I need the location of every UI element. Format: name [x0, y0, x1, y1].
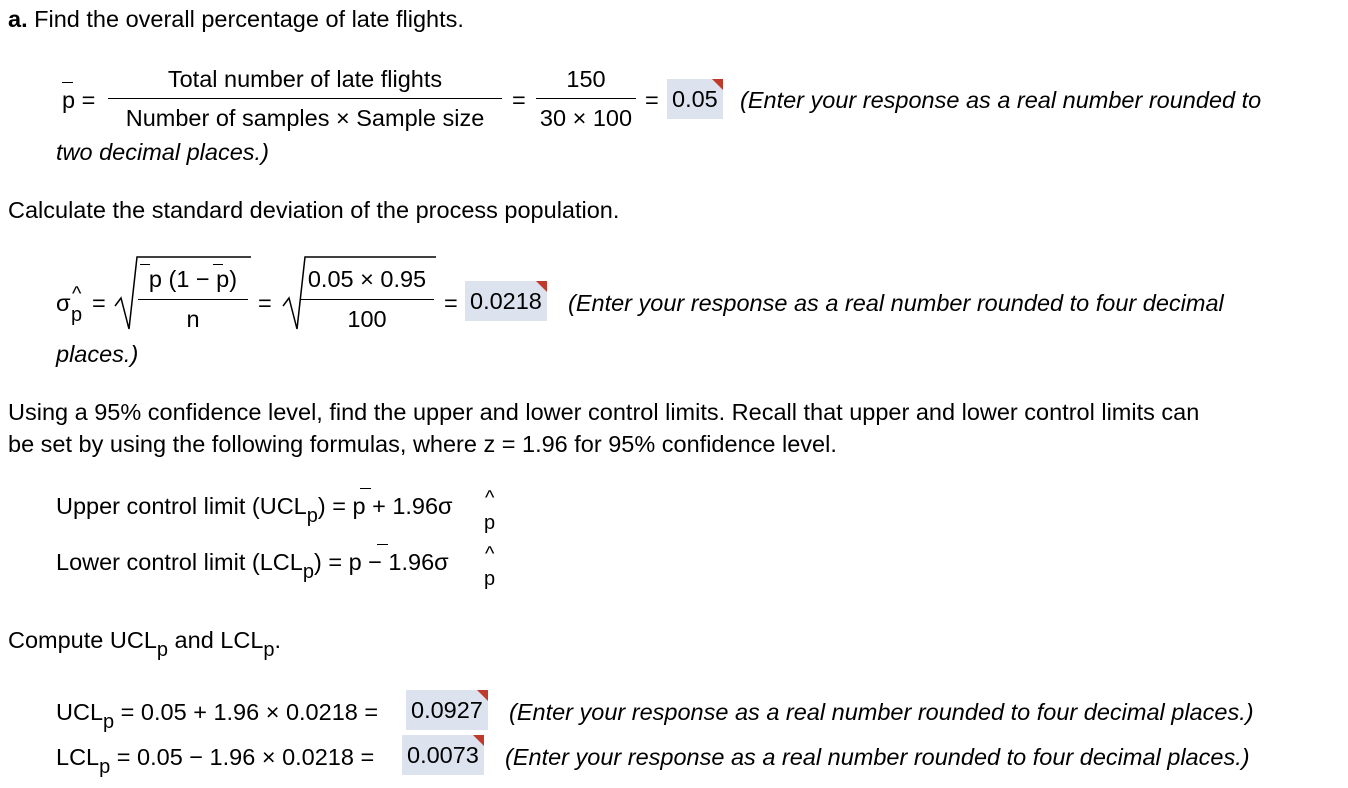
ucl-answer-field[interactable]: [406, 690, 488, 730]
lcl-formula-line: [56, 549, 449, 583]
ucl-formula-subscript: p: [306, 505, 318, 527]
ucl-expression: [56, 699, 379, 733]
lcl-formula-subscript: p: [302, 561, 314, 583]
ucl-formula-text: Upper control limit (UCL: [56, 493, 307, 519]
compute-ucl-subscript: p: [156, 639, 169, 661]
lcl-instruction: (Enter your response as a real number rounded to four decimal places.): [505, 744, 1250, 770]
pbar-instruction-1: (Enter your response as a real number rounded to: [740, 87, 1262, 113]
sd-den-value: 100: [347, 306, 387, 332]
compute-prompt: [8, 627, 282, 661]
part-a-heading: [8, 6, 464, 33]
lcl-answer-field[interactable]: [402, 735, 484, 775]
pbar-equals-2: =: [645, 87, 659, 113]
ucl-formula-line: [56, 493, 453, 527]
pbar-lhs: p =: [62, 87, 96, 113]
ucl-answer-value: 0.0927: [411, 697, 483, 723]
answer-marker-icon: [477, 690, 488, 701]
sd-den-formula: n: [186, 306, 200, 332]
sd-equals-0: =: [92, 290, 106, 316]
compute-suffix: .: [274, 627, 282, 653]
ucl-pbar-overbar: [360, 488, 371, 489]
pbar-answer-value: 0.05: [672, 86, 718, 112]
sd-equals-1: =: [258, 290, 272, 316]
answer-marker-icon: [536, 281, 547, 292]
sd-answer-field[interactable]: [465, 281, 547, 321]
compute-lcl-subscript: p: [263, 639, 275, 661]
pbar-fraction-bar: [108, 98, 502, 99]
sd-num-value: 0.05 × 0.95: [307, 266, 427, 292]
sd-value-fraction-bar: [300, 299, 434, 300]
lcl-label-subscript: p: [99, 756, 111, 778]
sd-fraction-bar: [138, 299, 248, 300]
ucl-label: UCL: [56, 699, 104, 725]
pbar-value-fraction-bar: [536, 98, 636, 99]
sigma-subscript: p: [71, 304, 83, 326]
pbar-num-value: 150: [566, 66, 606, 92]
ucl-sigma-subscript: p: [484, 512, 496, 534]
pbar-overbar: [62, 82, 73, 83]
lcl-expression-text: = 0.05 − 1.96 × 0.0218 =: [110, 744, 375, 770]
pbar-instruction-2: two decimal places.): [56, 139, 269, 165]
lcl-expression: [56, 744, 375, 778]
sd-instruction-1: (Enter your response as a real number rounded to four decimal: [568, 290, 1224, 316]
answer-marker-icon: [712, 79, 723, 90]
ucl-sigma-hat: ^: [485, 487, 495, 509]
lcl-answer-value: 0.0073: [407, 742, 479, 768]
part-label: a.: [8, 6, 28, 32]
compute-middle: and LCL: [168, 627, 264, 653]
ucl-formula-tail: ) = p + 1.96σ: [317, 493, 453, 519]
ucl-expression-text: = 0.05 + 1.96 × 0.0218 =: [114, 699, 379, 725]
lcl-sigma-hat: ^: [485, 543, 495, 565]
sd-pbar-overbar-2: [213, 264, 223, 265]
sd-instruction-2: places.): [56, 341, 139, 367]
compute-prefix: Compute UCL: [8, 627, 157, 653]
part-prompt: Find the overall percentage of late flights.: [34, 6, 464, 32]
pbar-den-value: 30 × 100: [539, 105, 633, 131]
lcl-label: LCL: [56, 744, 100, 770]
sd-num-formula: p (1 − p): [148, 266, 238, 292]
sd-prompt: Calculate the standard deviation of the process population.: [8, 197, 620, 223]
lcl-formula-tail: ) = p − 1.96σ: [313, 549, 449, 575]
pbar-equals-1: =: [512, 87, 526, 113]
pbar-numerator: Total number of late flights: [167, 66, 443, 92]
sd-answer-value: 0.0218: [470, 288, 542, 314]
sigma-symbol: σ: [56, 290, 71, 316]
pbar-denominator: Number of samples × Sample size: [125, 105, 485, 131]
sd-pbar-overbar-1: [140, 264, 150, 265]
pbar-answer-field[interactable]: [667, 79, 723, 119]
lcl-sigma-subscript: p: [484, 568, 496, 590]
sigma-hat: ^: [72, 283, 82, 305]
lcl-pbar-overbar: [377, 544, 388, 545]
ucl-instruction: (Enter your response as a real number rounded to four decimal places.): [509, 699, 1254, 725]
lcl-formula-text: Lower control limit (LCL: [56, 549, 303, 575]
sd-equals-2: =: [444, 290, 458, 316]
limits-intro-1: Using a 95% confidence level, find the upper and lower control limits. Recall that upper and lower control limits can: [8, 399, 1200, 425]
answer-marker-icon: [473, 735, 484, 746]
limits-intro-2: be set by using the following formulas, where z = 1.96 for 95% confidence level.: [8, 431, 837, 457]
ucl-label-subscript: p: [103, 711, 115, 733]
